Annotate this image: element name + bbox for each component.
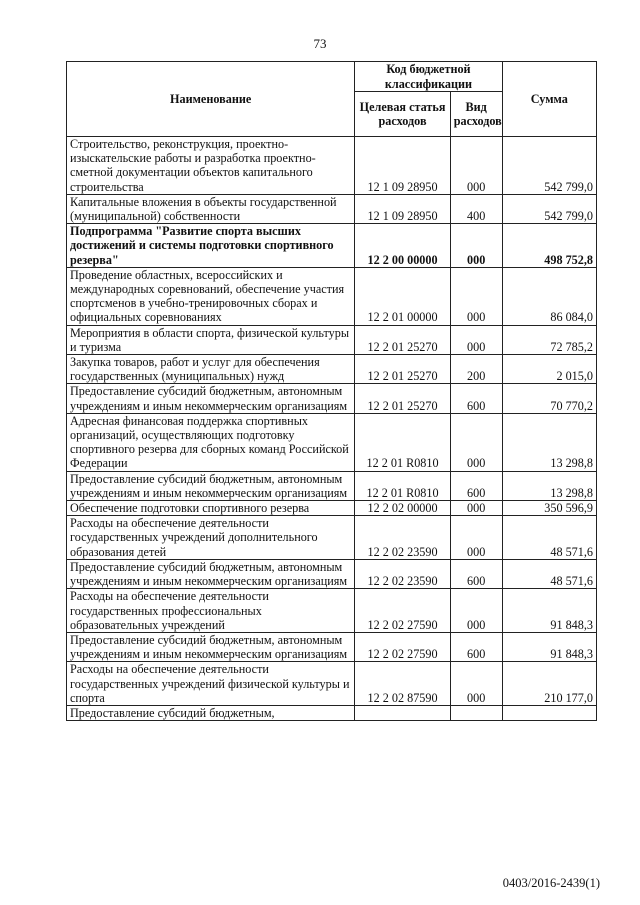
cell-expense-type: 600: [450, 384, 502, 413]
cell-expense-type: [450, 705, 502, 720]
table-row: [67, 705, 597, 720]
cell-name: Проведение областных, всероссийских и международных соревнований, обеспечение участия спортсменов в учебно-тренировочных сборах и официальных соревнованиях: [67, 267, 355, 325]
table-row: [67, 355, 597, 384]
cell-sum: 2 015,0: [502, 355, 596, 384]
cell-expense-type: 000: [450, 224, 502, 268]
cell-expense-type: 600: [450, 559, 502, 588]
table-row: [67, 224, 597, 268]
cell-sum: 13 298,8: [502, 471, 596, 500]
cell-sum: 72 785,2: [502, 325, 596, 354]
table-row: [67, 589, 597, 633]
cell-target-article: 12 2 01 25270: [355, 325, 450, 354]
cell-expense-type: 600: [450, 471, 502, 500]
cell-expense-type: 000: [450, 325, 502, 354]
table-row: [67, 471, 597, 500]
cell-expense-type: 000: [450, 501, 502, 516]
cell-target-article: 12 2 02 00000: [355, 501, 450, 516]
cell-target-article: 12 2 01 00000: [355, 267, 450, 325]
table-row: [67, 325, 597, 354]
cell-sum: 13 298,8: [502, 413, 596, 471]
cell-name: Расходы на обеспечение деятельности государственных профессиональных образовательных учреждений: [67, 589, 355, 633]
cell-sum: 91 848,3: [502, 632, 596, 661]
cell-target-article: 12 2 02 23590: [355, 516, 450, 560]
table-row: [67, 516, 597, 560]
cell-target-article: 12 2 02 27590: [355, 632, 450, 661]
table-row: [67, 267, 597, 325]
table-row: [67, 662, 597, 706]
cell-name: Закупка товаров, работ и услуг для обеспечения государственных (муниципальных) нужд: [67, 355, 355, 384]
cell-sum: [502, 705, 596, 720]
budget-table: [66, 61, 597, 721]
cell-expense-type: 000: [450, 662, 502, 706]
cell-sum: 542 799,0: [502, 137, 596, 195]
cell-sum: 86 084,0: [502, 267, 596, 325]
header-name: Наименование: [67, 62, 355, 137]
table-row: [67, 194, 597, 223]
cell-sum: 48 571,6: [502, 516, 596, 560]
cell-sum: 542 799,0: [502, 194, 596, 223]
cell-name: Подпрограмма "Развитие спорта высших достижений и системы подготовки спортивного резерва": [67, 224, 355, 268]
cell-target-article: 12 2 02 23590: [355, 559, 450, 588]
cell-expense-type: 600: [450, 632, 502, 661]
cell-target-article: 12 2 00 00000: [355, 224, 450, 268]
cell-name: Строительство, реконструкция, проектно-изыскательские работы и разработка проектно-сметной документации объектов капитального строительства: [67, 137, 355, 195]
table-row: [67, 413, 597, 471]
table-header: [67, 62, 597, 137]
table-row: [67, 501, 597, 516]
cell-name: Предоставление субсидий бюджетным, автономным учреждениям и иным некоммерческим организациям: [67, 559, 355, 588]
page-number: 73: [313, 36, 327, 51]
cell-target-article: 12 2 01 25270: [355, 355, 450, 384]
cell-expense-type: 400: [450, 194, 502, 223]
cell-name: Адресная финансовая поддержка спортивных организаций, осуществляющих подготовку спортивного резерва для сборных команд Российской Федерации: [67, 413, 355, 471]
cell-sum: 210 177,0: [502, 662, 596, 706]
cell-expense-type: 000: [450, 267, 502, 325]
cell-sum: 70 770,2: [502, 384, 596, 413]
cell-target-article: 12 2 02 27590: [355, 589, 450, 633]
header-expense-type: Вид расходов: [450, 92, 502, 137]
cell-target-article: 12 1 09 28950: [355, 194, 450, 223]
table-row: [67, 632, 597, 661]
cell-expense-type: 000: [450, 516, 502, 560]
cell-name: Предоставление субсидий бюджетным, автономным учреждениям и иным некоммерческим организациям: [67, 471, 355, 500]
cell-expense-type: 200: [450, 355, 502, 384]
cell-target-article: 12 1 09 28950: [355, 137, 450, 195]
table-row: [67, 384, 597, 413]
cell-name: Предоставление субсидий бюджетным, автономным учреждениям и иным некоммерческим организациям: [67, 632, 355, 661]
cell-target-article: 12 2 01 R0810: [355, 471, 450, 500]
cell-expense-type: 000: [450, 413, 502, 471]
cell-target-article: 12 2 01 25270: [355, 384, 450, 413]
cell-sum: 48 571,6: [502, 559, 596, 588]
header-sum: Сумма: [502, 62, 596, 137]
cell-target-article: [355, 705, 450, 720]
cell-name: Предоставление субсидий бюджетным, автономным учреждениям и иным некоммерческим организациям: [67, 384, 355, 413]
cell-name: Расходы на обеспечение деятельности государственных учреждений дополнительного образования детей: [67, 516, 355, 560]
cell-target-article: 12 2 01 R0810: [355, 413, 450, 471]
table-body: [67, 137, 597, 721]
header-budget-classification: Код бюджетной классификации: [355, 62, 502, 92]
header-target-article: Целевая статья расходов: [355, 92, 450, 137]
cell-name: Предоставление субсидий бюджетным,: [67, 705, 355, 720]
cell-name: Расходы на обеспечение деятельности государственных учреждений физической культуры и спорта: [67, 662, 355, 706]
cell-name: Капитальные вложения в объекты государственной (муниципальной) собственности: [67, 194, 355, 223]
table-row: [67, 137, 597, 195]
table-row: [67, 559, 597, 588]
cell-sum: 91 848,3: [502, 589, 596, 633]
cell-name: Обеспечение подготовки спортивного резерва: [67, 501, 355, 516]
cell-expense-type: 000: [450, 589, 502, 633]
cell-target-article: 12 2 02 87590: [355, 662, 450, 706]
cell-sum: 350 596,9: [502, 501, 596, 516]
document-number: 0403/2016-2439(1): [502, 876, 600, 890]
cell-expense-type: 000: [450, 137, 502, 195]
cell-sum: 498 752,8: [502, 224, 596, 268]
cell-name: Мероприятия в области спорта, физической культуры и туризма: [67, 325, 355, 354]
